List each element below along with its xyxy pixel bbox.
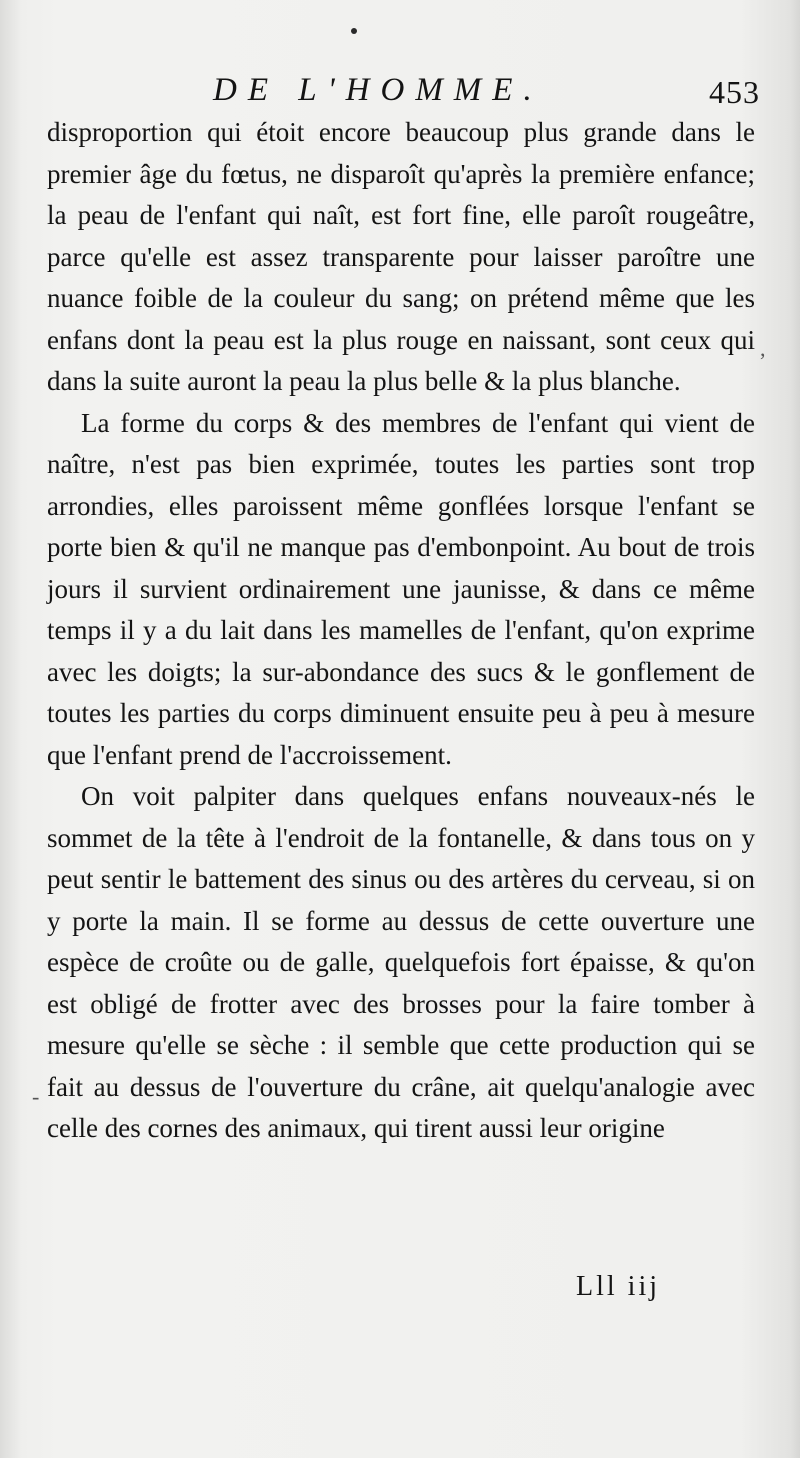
body-text xyxy=(47,112,755,1150)
signature-mark: Lll iij xyxy=(576,1271,660,1302)
paragraph: On voit palpiter dans quelques enfans nouveaux-nés le sommet de la tête à l'endroit de la fontanelle, & dans tous on y peut sentir le battement des sinus ou des artères du cerveau, si on y porte la main. Il se forme au dessus de cette ouverture une espèce de croûte ou de galle, quelquefois fort épaisse, & qu'on est obligé de frotter avec des brosses pour la faire tomber à mesure qu'elle se sèche : il semble que cette production qui se fait au dessus de l'ouverture du crâne, ait quelqu'analogie avec celle des cornes des animaux, qui tirent aussi leur origine xyxy=(47,781,755,1143)
margin-mark: - xyxy=(32,1084,40,1109)
running-head xyxy=(48,68,764,112)
ink-dot xyxy=(351,28,357,34)
page-number: 453 xyxy=(709,74,760,110)
paragraph: disproportion qui étoit encore beaucoup plus grande dans le premier âge du fœtus, ne disparoît qu'après la première enfance; la peau de l'enfant qui naît, est fort fine, elle paroît rougeâtre, parce qu'elle est assez transparente pour laisser paroître une nuance foible de la couleur du sang; on prétend même que les enfans dont la peau est la plus rouge en naissant, sont ceux qui dans la suite auront la peau la plus belle & la plus blanche. xyxy=(47,117,755,396)
paragraph: La forme du corps & des membres de l'enfant qui vient de naître, n'est pas bien exprimée, toutes les parties sont trop arrondies, elles paroissent même gonflées lorsque l'enfant se porte bien & qu'il ne manque pas d'embonpoint. Au bout de trois jours il survient ordinairement une jaunisse, & dans ce même temps il y a du lait dans les mamelles de l'enfant, qu'on exprime avec les doigts; la sur-abondance des sucs & le gonflement de toutes les parties du corps diminuent ensuite peu à peu à mesure que l'enfant prend de l'accroissement. xyxy=(47,407,755,770)
running-head-title: DE L'HOMME. xyxy=(213,72,543,108)
margin-mark: , xyxy=(760,336,766,361)
